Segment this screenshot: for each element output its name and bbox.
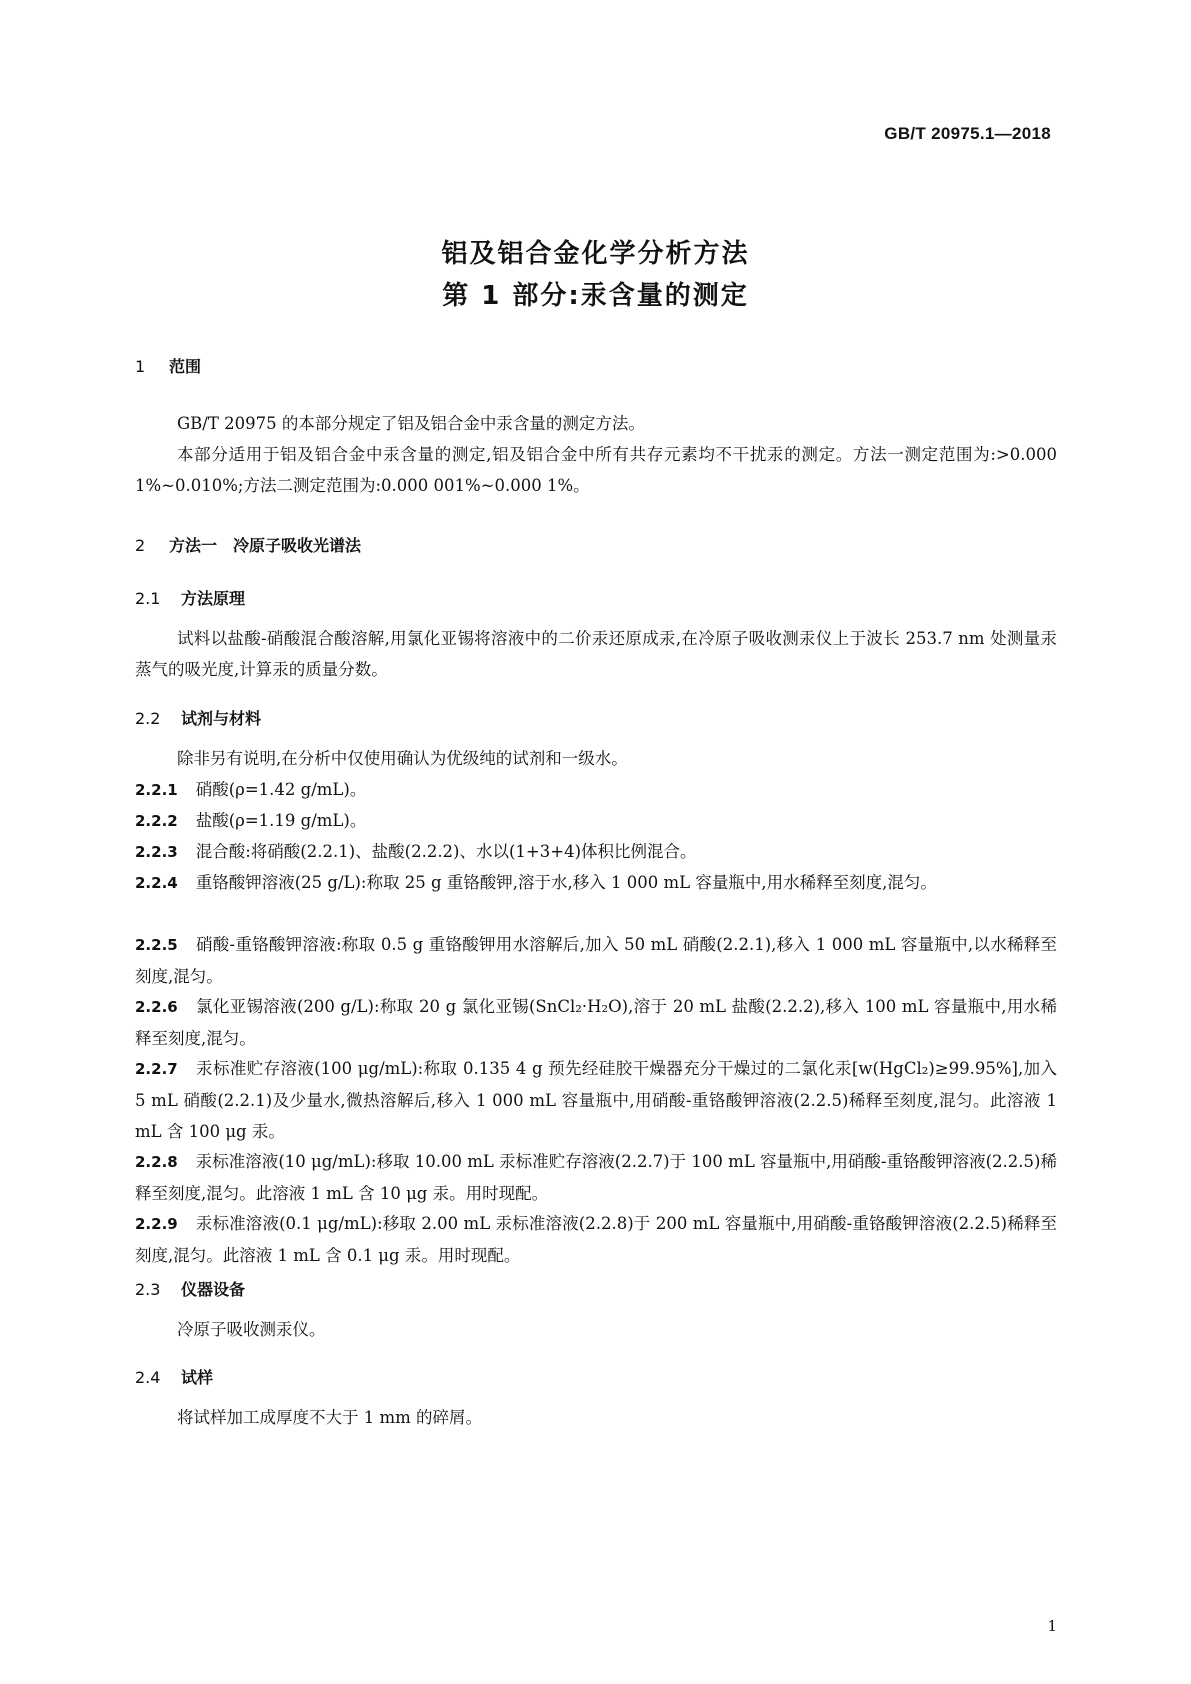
- list-item: [135, 991, 1057, 1054]
- section-title: 试剂与材料: [181, 709, 262, 728]
- item-number: 2.2.8: [135, 1153, 178, 1171]
- list-item: [135, 1146, 1057, 1209]
- item-number: 2.2.3: [135, 843, 178, 861]
- item-text: 汞标准溶液(0.1 μg/mL):移取 2.00 mL 汞标准溶液(2.2.8)于 200 mL 容量瓶中,用硝酸-重铬酸钾溶液(2.2.5)稀释至刻度,混匀。此溶液 1 mL 含 0.1 μg 汞。用时现配。: [135, 1214, 1057, 1265]
- section-number: 1: [135, 357, 146, 376]
- document-subtitle: 第 1 部分:汞含量的测定: [442, 281, 749, 311]
- list-item: [135, 805, 1057, 837]
- item-text: 重铬酸钾溶液(25 g/L):称取 25 g 重铬酸钾,溶于水,移入 1 000 mL 容量瓶中,用水稀释至刻度,混匀。: [195, 873, 937, 892]
- section-title: 方法原理: [181, 589, 246, 608]
- item-text: 混合酸:将硝酸(2.2.1)、盐酸(2.2.2)、水以(1+3+4)体积比例混合。: [195, 842, 697, 861]
- item-text: 氯化亚锡溶液(200 g/L):称取 20 g 氯化亚锡(SnCl₂·H₂O),溶于 20 mL 盐酸(2.2.2),移入 100 mL 容量瓶中,用水稀释至刻度,混匀。: [135, 997, 1057, 1048]
- page-number: 1: [1047, 1617, 1057, 1635]
- section-title: 仪器设备: [181, 1280, 246, 1299]
- section-number: 2.3: [135, 1280, 161, 1299]
- subsection-heading-2-3: [135, 1277, 245, 1300]
- item-number: 2.2.9: [135, 1215, 178, 1233]
- list-item: [135, 929, 1057, 992]
- subsection-heading-2-4: [135, 1365, 213, 1388]
- paragraph: 试料以盐酸-硝酸混合酸溶解,用氯化亚锡将溶液中的二价汞还原成汞,在冷原子吸收测汞仪上于波长 253.7 nm 处测量汞蒸气的吸光度,计算汞的质量分数。: [135, 629, 1057, 679]
- subsection-heading-2-2: [135, 706, 261, 729]
- list-item: [135, 1053, 1057, 1147]
- list-item: [135, 774, 1057, 806]
- paragraph: GB/T 20975 的本部分规定了铝及铝合金中汞含量的测定方法。: [177, 414, 645, 433]
- section-number: 2.2: [135, 709, 161, 728]
- item-text: 硝酸-重铬酸钾溶液:称取 0.5 g 重铬酸钾用水溶解后,加入 50 mL 硝酸(2.2.1),移入 1 000 mL 容量瓶中,以水稀释至刻度,混匀。: [135, 935, 1057, 986]
- section-heading-2: [135, 533, 361, 556]
- paragraph: 除非另有说明,在分析中仅使用确认为优级纯的试剂和一级水。: [177, 749, 628, 768]
- item-number: 2.2.7: [135, 1060, 178, 1078]
- item-text: 汞标准溶液(10 μg/mL):移取 10.00 mL 汞标准贮存溶液(2.2.7)于 100 mL 容量瓶中,用硝酸-重铬酸钾溶液(2.2.5)稀释至刻度,混匀。此溶液 1 mL 含 10 μg 汞。用时现配。: [135, 1152, 1057, 1203]
- item-number: 2.2.1: [135, 781, 178, 799]
- section-title: 方法一 冷原子吸收光谱法: [169, 536, 362, 555]
- item-text: 硝酸(ρ=1.42 g/mL)。: [195, 780, 367, 799]
- section-heading-1: [135, 354, 201, 377]
- paragraph: 冷原子吸收测汞仪。: [177, 1320, 326, 1339]
- section-title: 范围: [169, 357, 202, 376]
- item-number: 2.2.6: [135, 998, 178, 1016]
- paragraph: 本部分适用于铝及铝合金中汞含量的测定,铝及铝合金中所有共存元素均不干扰汞的测定。方法一测定范围为:>0.000 1%~0.010%;方法二测定范围为:0.000 001%~0.000 1%。: [135, 445, 1057, 495]
- subsection-heading-2-1: [135, 586, 245, 609]
- list-item: [135, 867, 1057, 899]
- list-item: [135, 836, 1057, 868]
- list-item: [135, 1208, 1057, 1271]
- document-title: 铝及铝合金化学分析方法: [441, 239, 750, 269]
- item-number: 2.2.5: [135, 936, 178, 954]
- standard-code: GB/T 20975.1—2018: [884, 124, 1051, 143]
- item-text: 盐酸(ρ=1.19 g/mL)。: [195, 811, 367, 830]
- paragraph: 将试样加工成厚度不大于 1 mm 的碎屑。: [177, 1408, 483, 1427]
- item-text: 汞标准贮存溶液(100 μg/mL):称取 0.135 4 g 预先经硅胶干燥器充分干燥过的二氯化汞[w(HgCl₂)≥99.95%],加入 5 mL 硝酸(2.2.1)及少量水,微热溶解后,移入 1 000 mL 容量瓶中,用硝酸-重铬酸钾溶液(2.2.5)稀释至刻度,混匀。此溶液 1 mL 含 100 μg 汞。: [135, 1059, 1057, 1141]
- section-number: 2.1: [135, 589, 161, 608]
- item-number: 2.2.4: [135, 874, 178, 892]
- item-number: 2.2.2: [135, 812, 178, 830]
- section-number: 2: [135, 536, 146, 555]
- section-title: 试样: [181, 1368, 214, 1387]
- section-number: 2.4: [135, 1368, 161, 1387]
